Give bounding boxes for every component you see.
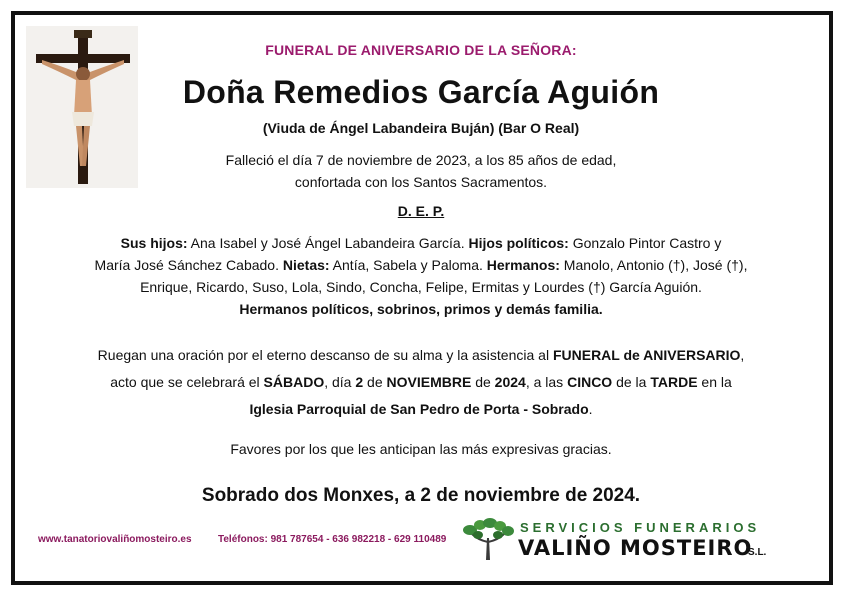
prayer-text-10: . xyxy=(588,401,593,417)
family-line-3: Enrique, Ricardo, Suso, Lola, Sindo, Concha, Felipe, Ermitas y Lourdes (†) García Aguión. xyxy=(140,279,702,295)
place-and-date: Sobrado dos Monxes, a 2 de noviembre de 2024. xyxy=(201,485,641,506)
announcement-pretitle: FUNERAL DE ANIVERSARIO DE LA SEÑORA: xyxy=(265,42,577,58)
family-line-1 xyxy=(0,232,842,254)
prayer-text-5: de xyxy=(363,374,387,390)
phone-numbers: Teléfonos: 981 787654 - 636 982218 - 629 110489 xyxy=(218,534,447,545)
prayer-text-3: acto que se celebrará el xyxy=(110,374,264,390)
prayer-text-2: , xyxy=(740,347,745,363)
death-details xyxy=(0,149,842,193)
widow-note: (Viuda de Ángel Labandeira Buján) (Bar O Real) xyxy=(262,120,580,136)
event-day: SÁBADO xyxy=(263,374,325,390)
extended-family: Hermanos políticos, sobrinos, primos y demás familia. xyxy=(239,301,603,317)
in-laws-label: Hijos políticos: xyxy=(468,235,569,251)
death-line-1: Falleció el día 7 de noviembre de 2023, a los 85 años de edad, xyxy=(225,152,617,168)
children-names: Ana Isabel y José Ángel Labandeira García. xyxy=(187,235,469,251)
siblings-names: Manolo, Antonio (†), José (†), xyxy=(559,257,748,273)
family-section xyxy=(0,232,842,320)
funeral-type: FUNERAL de ANIVERSARIO xyxy=(552,347,741,363)
prayer-text-1: Ruegan una oración por el eterno descanso de su alma y la asistencia al xyxy=(97,347,553,363)
prayer-text-4: , día xyxy=(324,374,356,390)
prayer-text-7: , a las xyxy=(525,374,568,390)
logo-company-name: VALIÑO MOSTEIRO xyxy=(518,536,753,560)
prayer-text-8: de la xyxy=(612,374,651,390)
prayer-line-1 xyxy=(0,342,842,369)
prayer-text-9: en la xyxy=(697,374,732,390)
logo-company-suffix: S.L. xyxy=(748,547,767,558)
death-line-2: confortada con los Santos Sacramentos. xyxy=(294,174,548,190)
company-logo xyxy=(458,518,808,562)
event-month: NOVIEMBRE xyxy=(386,374,472,390)
family-line-4 xyxy=(0,298,842,320)
logo-tagline: SERVICIOS FUNERARIOS xyxy=(520,520,761,535)
rest-in-peace: D. E. P. xyxy=(397,203,445,219)
in-laws-names-cont: María José Sánchez Cabado. xyxy=(94,257,283,273)
tree-logo-icon xyxy=(460,518,516,562)
in-laws-names: Gonzalo Pintor Castro y xyxy=(568,235,722,251)
prayer-line-3 xyxy=(0,396,842,423)
website-link[interactable]: www.tanatoriovaliñomosteiro.es xyxy=(38,534,192,545)
event-hour: CINCO xyxy=(567,374,613,390)
granddaughters-names: Antía, Sabela y Paloma. xyxy=(329,257,487,273)
children-label: Sus hijos: xyxy=(120,235,188,251)
family-line-2 xyxy=(0,254,842,276)
event-time-of-day: TARDE xyxy=(650,374,698,390)
event-year: 2024 xyxy=(494,374,526,390)
event-day-number: 2 xyxy=(355,374,364,390)
siblings-label: Hermanos: xyxy=(486,257,560,273)
event-location: Iglesia Parroquial de San Pedro de Porta - Sobrado xyxy=(249,401,589,417)
prayer-text-6: de xyxy=(471,374,495,390)
prayer-section xyxy=(0,342,842,423)
granddaughters-label: Nietas: xyxy=(282,257,330,273)
prayer-line-2 xyxy=(0,369,842,396)
deceased-name: Doña Remedios García Aguión xyxy=(182,74,660,110)
thanks-note: Favores por los que les anticipan las más expresivas gracias. xyxy=(230,441,612,457)
